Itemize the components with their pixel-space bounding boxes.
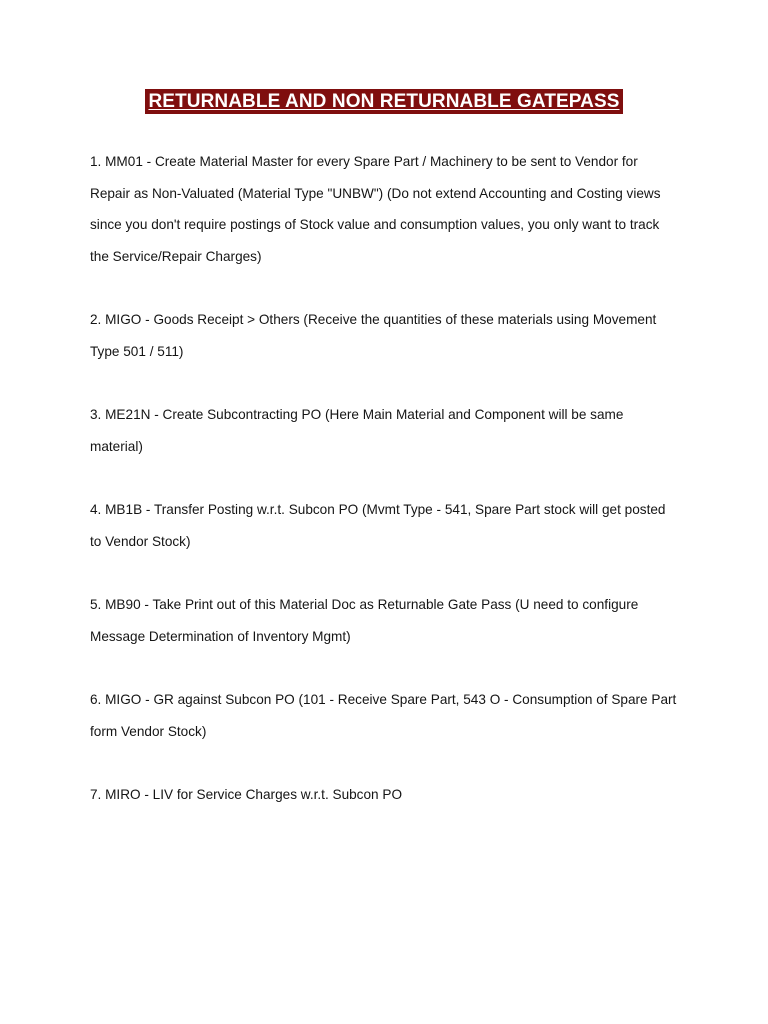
step-item-2: 2. MIGO - Goods Receipt > Others (Receive the quantities of these materials using Movement Type 501 / 511) bbox=[90, 312, 657, 359]
step-item-6: 6. MIGO - GR against Subcon PO (101 - Receive Spare Part, 543 O - Consumption of Spare Part form Vendor Stock) bbox=[90, 692, 677, 739]
step-list bbox=[90, 146, 680, 843]
title-container bbox=[0, 89, 768, 114]
step-item-3: 3. ME21N - Create Subcontracting PO (Here Main Material and Component will be same material) bbox=[90, 407, 624, 454]
step-item-4: 4. MB1B - Transfer Posting w.r.t. Subcon PO (Mvmt Type - 541, Spare Part stock will get posted to Vendor Stock) bbox=[90, 502, 666, 549]
document-title: RETURNABLE AND NON RETURNABLE GATEPASS bbox=[145, 89, 622, 114]
step-item-7: 7. MIRO - LIV for Service Charges w.r.t. Subcon PO bbox=[90, 787, 403, 802]
step-item-5: 5. MB90 - Take Print out of this Material Doc as Returnable Gate Pass (U need to configure Message Determination of Inventory Mgmt) bbox=[90, 597, 639, 644]
step-item-1: 1. MM01 - Create Material Master for every Spare Part / Machinery to be sent to Vendor for Repair as Non-Valuated (Material Type "UNBW") (Do not extend Accounting and Costing views since you don't require postings of Stock value and consumption values, you only want to track the Service/Repair Charges) bbox=[90, 154, 661, 264]
